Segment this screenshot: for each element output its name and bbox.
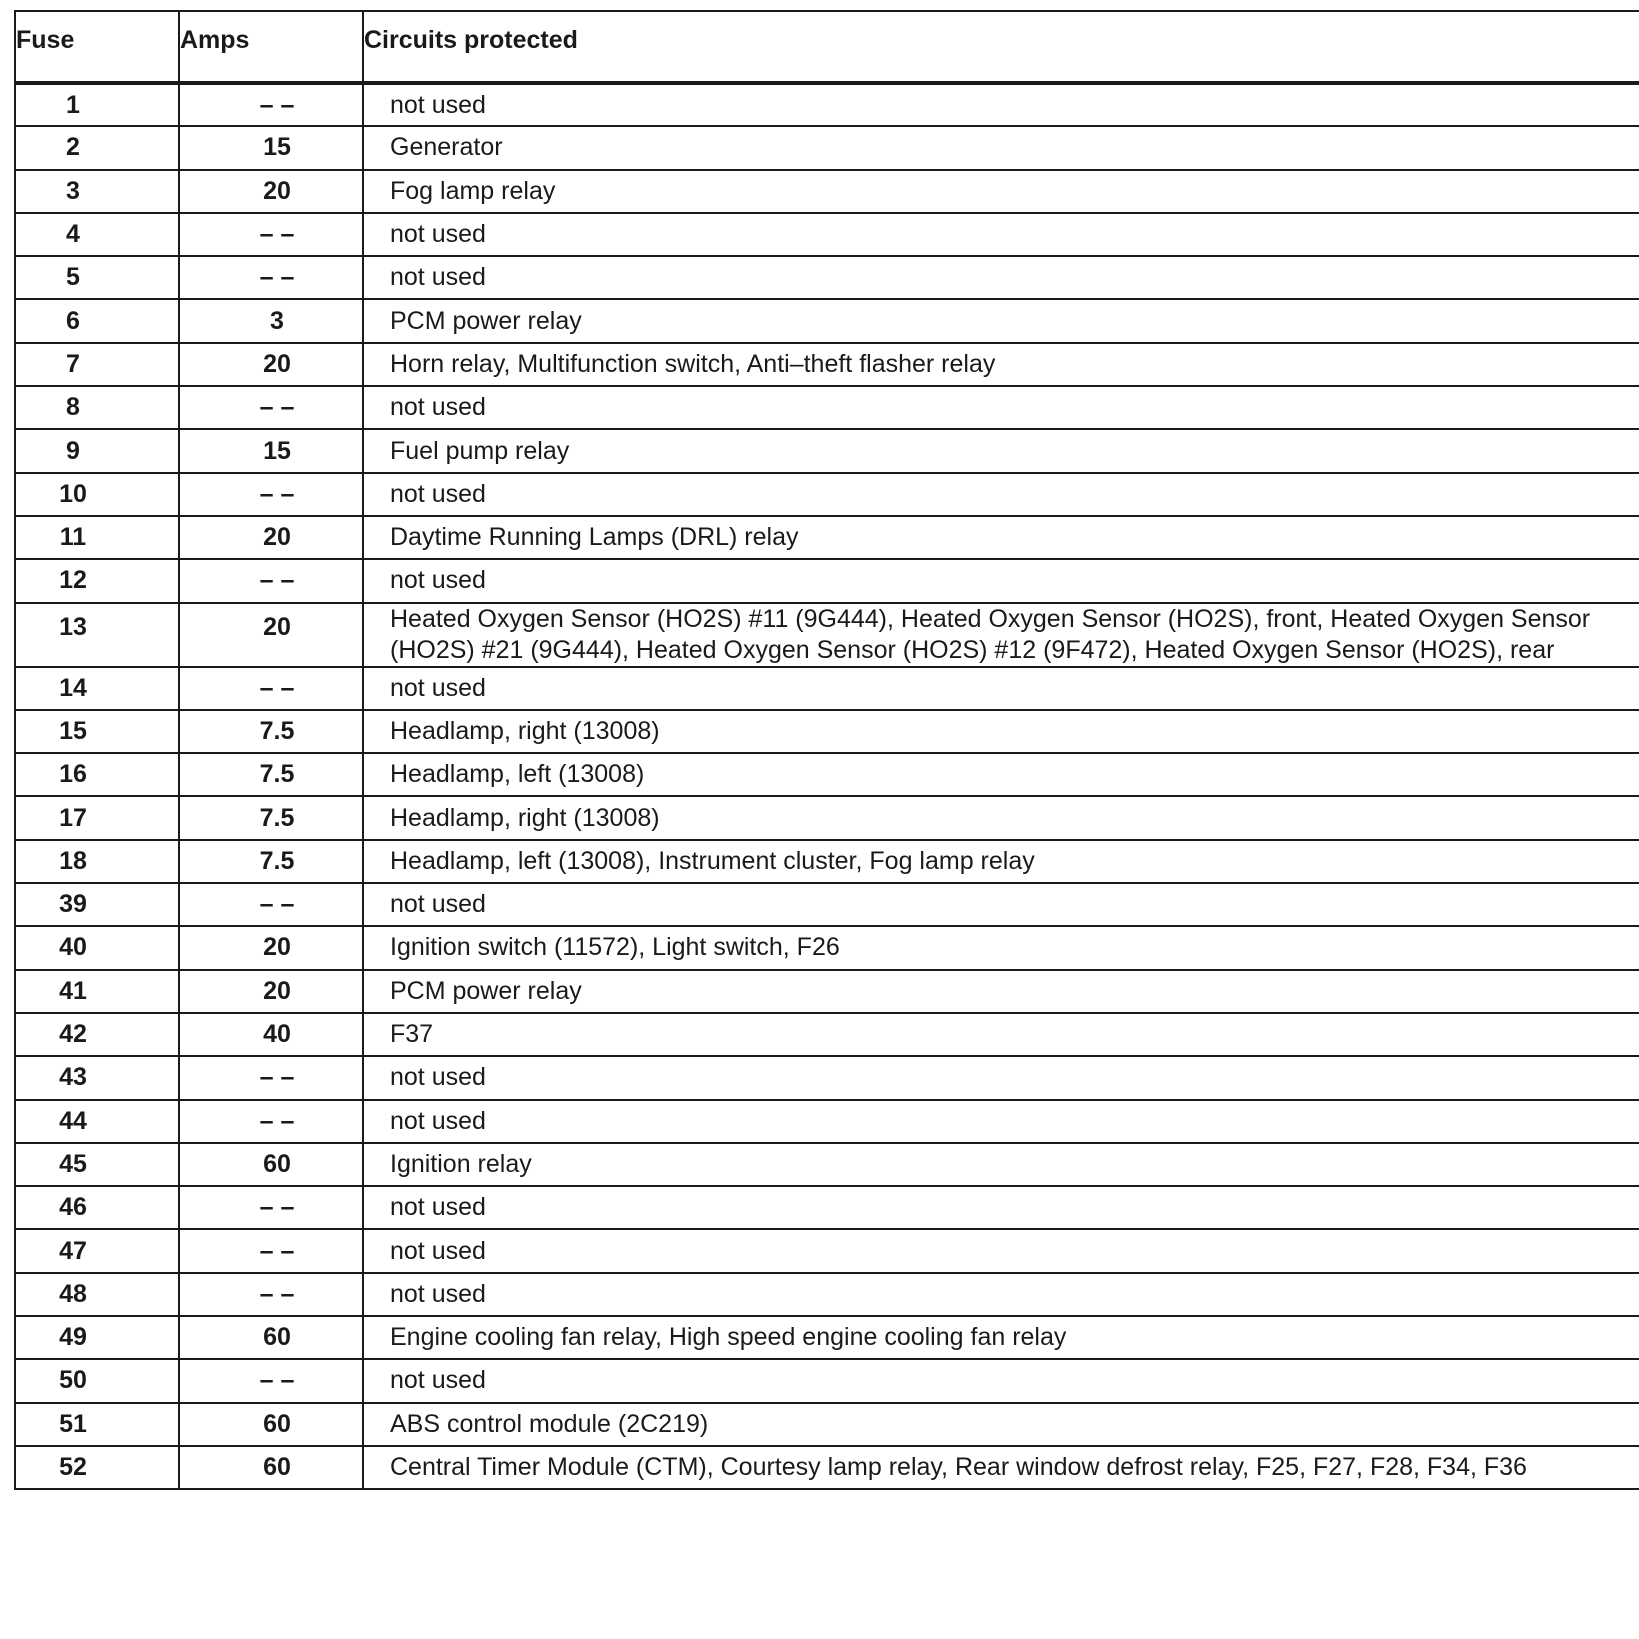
circuits-cell: not used — [363, 386, 1639, 429]
table-row — [15, 1273, 1639, 1316]
amps-cell: 15 — [179, 429, 363, 472]
fuse-number-cell: 40 — [15, 926, 179, 969]
circuits-cell: Headlamp, left (13008), Instrument cluster, Fog lamp relay — [363, 840, 1639, 883]
amps-cell: 40 — [179, 1013, 363, 1056]
fuse-number-cell: 46 — [15, 1186, 179, 1229]
amps-cell: – – — [179, 1273, 363, 1316]
fuse-number-cell: 45 — [15, 1143, 179, 1186]
amps-cell: 60 — [179, 1143, 363, 1186]
circuits-cell: not used — [363, 667, 1639, 710]
table-row — [15, 796, 1639, 839]
fuse-number-cell: 2 — [15, 126, 179, 169]
fuse-number-cell: 4 — [15, 213, 179, 256]
table-row — [15, 926, 1639, 969]
amps-cell: – – — [179, 1359, 363, 1402]
fuse-table-sheet — [14, 10, 1639, 1490]
table-row — [15, 386, 1639, 429]
header-fuse: Fuse — [15, 11, 179, 83]
fuse-number-cell: 17 — [15, 796, 179, 839]
fuse-number-cell: 39 — [15, 883, 179, 926]
fuse-number-cell: 12 — [15, 559, 179, 602]
fuse-number-cell: 42 — [15, 1013, 179, 1056]
circuits-cell: not used — [363, 1056, 1639, 1099]
fuse-number-cell: 5 — [15, 256, 179, 299]
table-row — [15, 1143, 1639, 1186]
table-row — [15, 429, 1639, 472]
amps-cell: 20 — [179, 516, 363, 559]
circuits-cell: not used — [363, 1359, 1639, 1402]
table-row — [15, 213, 1639, 256]
amps-cell: 20 — [179, 170, 363, 213]
amps-cell: – – — [179, 83, 363, 126]
amps-cell: 7.5 — [179, 840, 363, 883]
table-row — [15, 1056, 1639, 1099]
fuse-number-cell: 50 — [15, 1359, 179, 1402]
amps-cell: – – — [179, 559, 363, 602]
amps-cell: – – — [179, 213, 363, 256]
circuits-cell: Fuel pump relay — [363, 429, 1639, 472]
table-row — [15, 753, 1639, 796]
table-row — [15, 126, 1639, 169]
table-row — [15, 1403, 1639, 1446]
fuse-number-cell: 7 — [15, 343, 179, 386]
amps-cell: – – — [179, 1229, 363, 1272]
amps-cell: 3 — [179, 299, 363, 342]
circuits-cell: Heated Oxygen Sensor (HO2S) #11 (9G444), Heated Oxygen Sensor (HO2S), front, Heated Oxygen Sensor (HO2S) #21 (9G444), Heated Oxygen Sensor (HO2S) #12 (9F472), Heated Oxygen Sensor (HO2S), rear — [363, 603, 1639, 667]
circuits-cell: Central Timer Module (CTM), Courtesy lamp relay, Rear window defrost relay, F25, F27, F28, F34, F36 — [363, 1446, 1639, 1489]
fuse-number-cell: 13 — [15, 603, 179, 667]
table-row — [15, 516, 1639, 559]
table-row — [15, 840, 1639, 883]
amps-cell: – – — [179, 667, 363, 710]
circuits-cell: not used — [363, 1100, 1639, 1143]
fuse-number-cell: 44 — [15, 1100, 179, 1143]
circuits-cell: not used — [363, 213, 1639, 256]
table-header-row — [15, 11, 1639, 83]
circuits-cell: Engine cooling fan relay, High speed engine cooling fan relay — [363, 1316, 1639, 1359]
circuits-cell: Headlamp, left (13008) — [363, 753, 1639, 796]
circuits-cell: Generator — [363, 126, 1639, 169]
circuits-cell: Daytime Running Lamps (DRL) relay — [363, 516, 1639, 559]
fuse-number-cell: 3 — [15, 170, 179, 213]
circuits-cell: not used — [363, 1273, 1639, 1316]
fuse-number-cell: 8 — [15, 386, 179, 429]
table-row — [15, 1229, 1639, 1272]
fuse-number-cell: 9 — [15, 429, 179, 472]
fuse-number-cell: 41 — [15, 970, 179, 1013]
amps-cell: 60 — [179, 1446, 363, 1489]
amps-cell: 15 — [179, 126, 363, 169]
fuse-number-cell: 16 — [15, 753, 179, 796]
circuits-cell: not used — [363, 883, 1639, 926]
circuits-cell: not used — [363, 1229, 1639, 1272]
amps-cell: 7.5 — [179, 710, 363, 753]
table-row — [15, 603, 1639, 667]
table-row — [15, 559, 1639, 602]
fuse-number-cell: 52 — [15, 1446, 179, 1489]
amps-cell: 7.5 — [179, 796, 363, 839]
circuits-cell: F37 — [363, 1013, 1639, 1056]
table-row — [15, 1100, 1639, 1143]
table-row — [15, 1446, 1639, 1489]
table-row — [15, 1013, 1639, 1056]
circuits-cell: not used — [363, 473, 1639, 516]
fuse-table — [14, 10, 1639, 1490]
amps-cell: 20 — [179, 343, 363, 386]
amps-cell: 20 — [179, 970, 363, 1013]
table-row — [15, 343, 1639, 386]
table-row — [15, 83, 1639, 126]
amps-cell: – – — [179, 386, 363, 429]
fuse-number-cell: 48 — [15, 1273, 179, 1316]
fuse-number-cell: 49 — [15, 1316, 179, 1359]
fuse-number-cell: 1 — [15, 83, 179, 126]
amps-cell: – – — [179, 473, 363, 516]
circuits-cell: Headlamp, right (13008) — [363, 710, 1639, 753]
amps-cell: – – — [179, 1056, 363, 1099]
amps-cell: – – — [179, 256, 363, 299]
circuits-cell: ABS control module (2C219) — [363, 1403, 1639, 1446]
circuits-cell: Horn relay, Multifunction switch, Anti–theft flasher relay — [363, 343, 1639, 386]
table-row — [15, 299, 1639, 342]
amps-cell: – – — [179, 883, 363, 926]
table-row — [15, 170, 1639, 213]
fuse-number-cell: 43 — [15, 1056, 179, 1099]
header-circuits: Circuits protected — [363, 11, 1639, 83]
amps-cell: 60 — [179, 1316, 363, 1359]
circuits-cell: PCM power relay — [363, 299, 1639, 342]
header-amps: Amps — [179, 11, 363, 83]
table-row — [15, 1316, 1639, 1359]
fuse-number-cell: 10 — [15, 473, 179, 516]
table-row — [15, 883, 1639, 926]
amps-cell: – – — [179, 1100, 363, 1143]
circuits-cell: not used — [363, 1186, 1639, 1229]
table-body — [15, 83, 1639, 1489]
fuse-number-cell: 15 — [15, 710, 179, 753]
amps-cell: 20 — [179, 926, 363, 969]
table-row — [15, 256, 1639, 299]
amps-cell: 60 — [179, 1403, 363, 1446]
fuse-number-cell: 14 — [15, 667, 179, 710]
circuits-cell: Ignition switch (11572), Light switch, F26 — [363, 926, 1639, 969]
circuits-cell: Ignition relay — [363, 1143, 1639, 1186]
amps-cell: – – — [179, 1186, 363, 1229]
table-row — [15, 710, 1639, 753]
fuse-number-cell: 51 — [15, 1403, 179, 1446]
table-row — [15, 1186, 1639, 1229]
circuits-cell: Headlamp, right (13008) — [363, 796, 1639, 839]
fuse-number-cell: 11 — [15, 516, 179, 559]
fuse-number-cell: 6 — [15, 299, 179, 342]
table-row — [15, 473, 1639, 516]
circuits-cell: Fog lamp relay — [363, 170, 1639, 213]
table-row — [15, 667, 1639, 710]
fuse-number-cell: 47 — [15, 1229, 179, 1272]
circuits-cell: not used — [363, 256, 1639, 299]
table-row — [15, 1359, 1639, 1402]
table-row — [15, 970, 1639, 1013]
amps-cell: 20 — [179, 603, 363, 667]
circuits-cell: not used — [363, 559, 1639, 602]
fuse-number-cell: 18 — [15, 840, 179, 883]
circuits-cell: not used — [363, 83, 1639, 126]
circuits-cell: PCM power relay — [363, 970, 1639, 1013]
amps-cell: 7.5 — [179, 753, 363, 796]
